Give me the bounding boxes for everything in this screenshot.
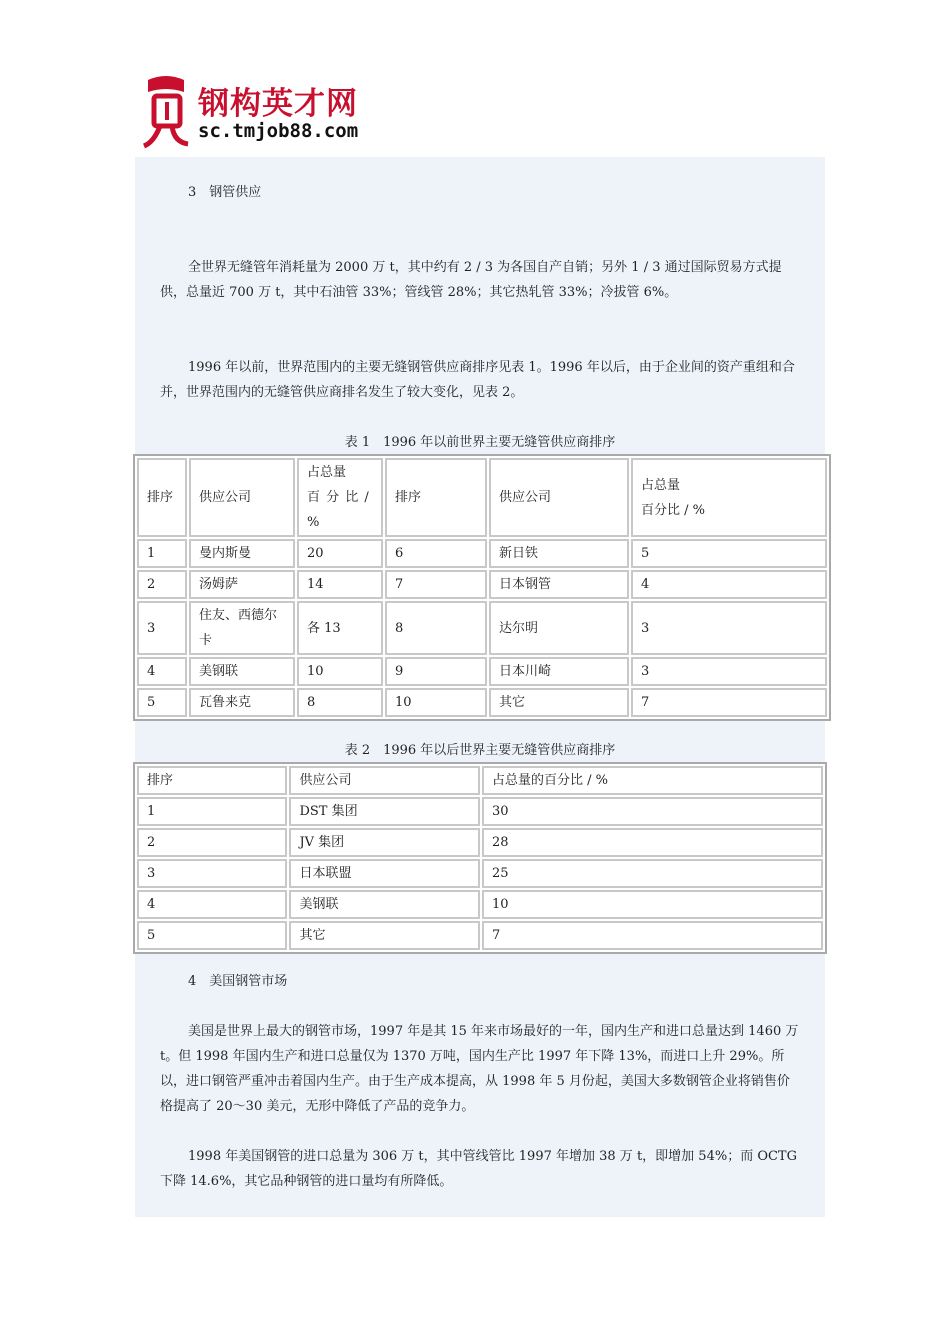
- table-row: [137, 570, 827, 599]
- table-cell: 1: [137, 539, 187, 568]
- table-cell: 美钢联: [289, 890, 480, 919]
- table-row: [137, 657, 827, 686]
- table-cell: DST 集团: [289, 797, 480, 826]
- table-cell: 20: [297, 539, 383, 568]
- table-cell: 10: [297, 657, 383, 686]
- table-row: [137, 601, 827, 655]
- table-cell: 8: [385, 601, 487, 655]
- section4-para1: 美国是世界上最大的钢管市场，1997 年是其 15 年来市场最好的一年，国内生产和进口总量达到 1460 万 t。但 1998 年国内生产和进口总量仅为 1370 万吨，国内生产比 1997 年下降 13%，而进口上升 29%。所以，进口钢管严重冲击着国内生产。由于生产成本提高，从 1998 年 5 月份起，美国大多数钢管企业将销售价格提高了 20～30 美元，无形中降低了产品的竞争力。: [160, 1024, 799, 1114]
- table-cell: 1: [137, 797, 287, 826]
- table-header-cell: [631, 458, 827, 537]
- table-cell: 3: [137, 601, 187, 655]
- table-header-cell: [297, 458, 383, 537]
- table-cell: 住友、西德尔卡: [189, 601, 295, 655]
- table2: [133, 762, 827, 954]
- table-row: [137, 539, 827, 568]
- site-logo[interactable]: [140, 72, 400, 152]
- table-row: [137, 828, 823, 857]
- table-cell: 美钢联: [189, 657, 295, 686]
- table-cell: 其它: [489, 688, 629, 717]
- table-cell: 达尔明: [489, 601, 629, 655]
- logo-mark-icon: [140, 72, 192, 150]
- table-cell: 5: [137, 921, 287, 950]
- table-cell: 日本钢管: [489, 570, 629, 599]
- table-row: [137, 688, 827, 717]
- section4-para2: 1998 年美国钢管的进口总量为 306 万 t，其中管线管比 1997 年增加 38 万 t，即增加 54%；而 OCTG 下降 14.6%，其它品种钢管的进口量均有所降低。: [160, 1149, 797, 1189]
- header-line: 百分比 / %: [641, 502, 705, 518]
- table-header-cell: 占总量的百分比 / %: [482, 766, 823, 795]
- table-cell: 4: [631, 570, 827, 599]
- table-cell: 7: [385, 570, 487, 599]
- table-cell: 日本川崎: [489, 657, 629, 686]
- table-row: [137, 921, 823, 950]
- table-cell: JV 集团: [289, 828, 480, 857]
- table-row: [137, 890, 823, 919]
- table-cell: 4: [137, 657, 187, 686]
- table-cell: 3: [631, 601, 827, 655]
- table-cell: 10: [482, 890, 823, 919]
- table-header-cell: 供应公司: [289, 766, 480, 795]
- table-header-cell: 排序: [137, 458, 187, 537]
- header-line: 百 分 比 /: [307, 490, 370, 505]
- table-cell: 5: [631, 539, 827, 568]
- table-cell: 28: [482, 828, 823, 857]
- header-line: %: [307, 515, 320, 530]
- table-cell: 14: [297, 570, 383, 599]
- table-header-row: [137, 766, 823, 795]
- table1: [133, 454, 831, 721]
- table-cell: 汤姆萨: [189, 570, 295, 599]
- table-cell: 25: [482, 859, 823, 888]
- section3-heading: 3 钢管供应: [188, 185, 262, 200]
- table2-caption: 表 2 1996 年以后世界主要无缝管供应商排序: [344, 743, 616, 758]
- table-cell: 30: [482, 797, 823, 826]
- section4-heading: 4 美国钢管市场: [188, 974, 288, 989]
- table-cell: 7: [631, 688, 827, 717]
- table1-caption: 表 1 1996 年以前世界主要无缝管供应商排序: [344, 435, 616, 450]
- logo-title: 钢构英才网: [198, 86, 358, 122]
- table-cell: 4: [137, 890, 287, 919]
- table-cell: 2: [137, 570, 187, 599]
- table-cell: 曼内斯曼: [189, 539, 295, 568]
- table-row: [137, 797, 823, 826]
- table-cell: 7: [482, 921, 823, 950]
- table-header-cell: 供应公司: [189, 458, 295, 537]
- table-cell: 3: [137, 859, 287, 888]
- table-row: [137, 859, 823, 888]
- table-header-cell: 排序: [137, 766, 287, 795]
- table-cell: 瓦鲁来克: [189, 688, 295, 717]
- logo-url[interactable]: sc.tmjob88.com: [198, 120, 359, 142]
- table-cell: 10: [385, 688, 487, 717]
- table-cell: 3: [631, 657, 827, 686]
- section3-para1: 全世界无缝管年消耗量为 2000 万 t，其中约有 2 / 3 为各国自产自销；另外 1 / 3 通过国际贸易方式提供，总量近 700 万 t，其中石油管 33%；管线管 28%；其它热轧管 33%；冷拔管 6%。: [160, 260, 782, 300]
- table-cell: 6: [385, 539, 487, 568]
- table-cell: 各 13: [297, 601, 383, 655]
- table-cell: 8: [297, 688, 383, 717]
- table-cell: 5: [137, 688, 187, 717]
- header-line: 占总量: [307, 465, 347, 480]
- header-line: 占总量: [641, 477, 681, 493]
- table-header-cell: 供应公司: [489, 458, 629, 537]
- table-cell: 其它: [289, 921, 480, 950]
- table-cell: 9: [385, 657, 487, 686]
- table-cell: 2: [137, 828, 287, 857]
- table-cell: 日本联盟: [289, 859, 480, 888]
- table-cell: 新日铁: [489, 539, 629, 568]
- table-header-row: [137, 458, 827, 537]
- section3-para2: 1996 年以前，世界范围内的主要无缝钢管供应商排序见表 1。1996 年以后，由于企业间的资产重组和合并，世界范围内的无缝管供应商排名发生了较大变化，见表 2。: [160, 360, 795, 400]
- table-header-cell: 排序: [385, 458, 487, 537]
